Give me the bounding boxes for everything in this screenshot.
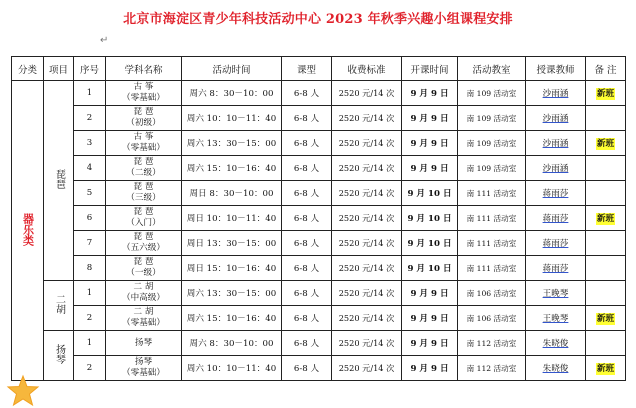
subject-name: 琵 琶	[133, 232, 154, 242]
subject-name: 扬琴	[134, 337, 153, 348]
fee-cell: 2520 元/14 次	[332, 356, 402, 381]
room-cell: 南 106 活动室	[458, 281, 526, 306]
class-type-cell: 6-8 人	[282, 306, 332, 331]
time-cell: 周六 15：10－16：40	[182, 306, 282, 331]
room-cell: 南 109 活动室	[458, 106, 526, 131]
teacher-name: 王晚琴	[542, 289, 569, 299]
subject-level: （中高级）	[122, 293, 165, 303]
project-label: 扬琴	[53, 344, 65, 364]
class-type-cell: 6-8 人	[282, 106, 332, 131]
fee-cell: 2520 元/14 次	[332, 231, 402, 256]
note-cell	[586, 81, 626, 106]
teacher-cell	[526, 356, 586, 381]
teacher-name: 沙雨涵	[542, 89, 569, 99]
header-cell: 开课时间	[402, 57, 458, 81]
subject-cell	[106, 81, 182, 106]
subject-name: 琵 琶	[133, 182, 154, 192]
room-cell: 南 111 活动室	[458, 256, 526, 281]
row-number: 7	[74, 231, 106, 256]
subject-level: （五六级）	[122, 243, 165, 253]
subject-level: （入门）	[126, 218, 161, 228]
row-number: 5	[74, 181, 106, 206]
fee-cell: 2520 元/14 次	[332, 131, 402, 156]
table-row	[12, 106, 626, 131]
note-cell	[586, 156, 626, 181]
row-number: 4	[74, 156, 106, 181]
new-class-badge: 新班	[596, 89, 615, 99]
teacher-name: 蒋雨莎	[542, 189, 569, 199]
fee-cell: 2520 元/14 次	[332, 81, 402, 106]
table-row	[12, 206, 626, 231]
header-cell: 项目	[44, 57, 74, 81]
table-row	[12, 131, 626, 156]
subject-level: （二级）	[126, 168, 161, 178]
note-cell	[586, 106, 626, 131]
header-cell: 授课教师	[526, 57, 586, 81]
table-row	[12, 156, 626, 181]
time-cell: 周日 10：10－11：40	[182, 206, 282, 231]
schedule-table	[11, 56, 626, 381]
row-number: 1	[74, 81, 106, 106]
room-cell: 南 111 活动室	[458, 231, 526, 256]
project-cell	[44, 81, 74, 281]
teacher-cell	[526, 81, 586, 106]
start-date-cell: 9 月 10 日	[402, 231, 458, 256]
new-class-badge: 新班	[596, 214, 615, 224]
subject-level: （初级）	[126, 118, 161, 128]
room-cell: 南 109 活动室	[458, 81, 526, 106]
teacher-cell	[526, 206, 586, 231]
teacher-cell	[526, 281, 586, 306]
note-cell	[586, 356, 626, 381]
subject-name: 古 筝	[133, 132, 154, 142]
note-cell	[586, 206, 626, 231]
class-type-cell: 6-8 人	[282, 206, 332, 231]
time-cell: 周六 8：30－10：00	[182, 331, 282, 356]
table-row	[12, 356, 626, 381]
room-cell: 南 106 活动室	[458, 306, 526, 331]
class-type-cell: 6-8 人	[282, 231, 332, 256]
teacher-cell	[526, 156, 586, 181]
subject-name: 琵 琶	[133, 207, 154, 217]
row-number: 2	[74, 356, 106, 381]
fee-cell: 2520 元/14 次	[332, 256, 402, 281]
subject-level: （三级）	[126, 193, 161, 203]
fee-cell: 2520 元/14 次	[332, 306, 402, 331]
class-type-cell: 6-8 人	[282, 131, 332, 156]
table-row	[12, 81, 626, 106]
note-cell	[586, 256, 626, 281]
start-date-cell: 9 月 9 日	[402, 356, 458, 381]
teacher-cell	[526, 131, 586, 156]
time-cell: 周日 8：30－10：00	[182, 181, 282, 206]
note-cell	[586, 231, 626, 256]
time-cell: 周六 10：10－11：40	[182, 106, 282, 131]
header-row	[12, 57, 626, 81]
class-type-cell: 6-8 人	[282, 81, 332, 106]
row-number: 1	[74, 331, 106, 356]
room-cell: 南 112 活动室	[458, 356, 526, 381]
subject-level: （一级）	[126, 268, 161, 278]
teacher-cell	[526, 306, 586, 331]
row-number: 8	[74, 256, 106, 281]
row-number: 6	[74, 206, 106, 231]
start-date-cell: 9 月 9 日	[402, 306, 458, 331]
header-cell: 活动教室	[458, 57, 526, 81]
subject-cell	[106, 306, 182, 331]
note-cell	[586, 331, 626, 356]
subject-level: （零基础）	[122, 368, 165, 378]
table-row	[12, 331, 626, 356]
teacher-name: 蒋雨莎	[542, 264, 569, 274]
time-cell: 周六 13：30－15：00	[182, 281, 282, 306]
subject-cell	[106, 106, 182, 131]
subject-cell	[106, 256, 182, 281]
fee-cell: 2520 元/14 次	[332, 156, 402, 181]
teacher-name: 蒋雨莎	[542, 214, 569, 224]
subject-name: 二 胡	[133, 282, 154, 292]
time-cell: 周六 8：30－10：00	[182, 81, 282, 106]
subject-level: （零基础）	[122, 143, 165, 153]
teacher-cell	[526, 106, 586, 131]
table-body	[12, 81, 626, 381]
subject-name: 二 胡	[133, 307, 154, 317]
header-cell: 分类	[12, 57, 44, 81]
room-cell: 南 111 活动室	[458, 181, 526, 206]
time-cell: 周六 10：10－11：40	[182, 356, 282, 381]
subject-name: 扬琴	[134, 357, 153, 367]
subject-name: 古 筝	[133, 82, 154, 92]
subject-level: （零基础）	[122, 93, 165, 103]
start-date-cell: 9 月 10 日	[402, 181, 458, 206]
start-date-cell: 9 月 10 日	[402, 256, 458, 281]
teacher-cell	[526, 231, 586, 256]
category-label: 器乐类	[21, 212, 35, 246]
start-date-cell: 9 月 9 日	[402, 331, 458, 356]
document-title: 北京市海淀区青少年科技活动中心 2023 年秋季兴趣小组课程安排	[123, 12, 513, 27]
class-type-cell: 6-8 人	[282, 256, 332, 281]
row-number: 2	[74, 106, 106, 131]
start-date-cell: 9 月 9 日	[402, 81, 458, 106]
subject-cell	[106, 206, 182, 231]
class-type-cell: 6-8 人	[282, 331, 332, 356]
header-cell: 学科名称	[106, 57, 182, 81]
start-date-cell: 9 月 9 日	[402, 281, 458, 306]
note-cell	[586, 131, 626, 156]
fee-cell: 2520 元/14 次	[332, 281, 402, 306]
subject-name: 琵 琶	[133, 257, 154, 267]
table-row	[12, 306, 626, 331]
table-row	[12, 181, 626, 206]
teacher-name: 沙雨涵	[542, 114, 569, 124]
subject-name: 琵 琶	[133, 107, 154, 117]
class-type-cell: 6-8 人	[282, 156, 332, 181]
room-cell: 南 111 活动室	[458, 206, 526, 231]
start-date-cell: 9 月 9 日	[402, 131, 458, 156]
project-label: 琵琶	[53, 169, 65, 189]
start-date-cell: 9 月 10 日	[402, 206, 458, 231]
teacher-cell	[526, 331, 586, 356]
header-cell: 备 注	[586, 57, 626, 81]
note-cell	[586, 306, 626, 331]
teacher-cell	[526, 256, 586, 281]
start-date-cell: 9 月 9 日	[402, 106, 458, 131]
project-cell	[44, 281, 74, 331]
table-row	[12, 256, 626, 281]
note-cell	[586, 281, 626, 306]
class-type-cell: 6-8 人	[282, 181, 332, 206]
new-class-badge: 新班	[596, 139, 615, 149]
fee-cell: 2520 元/14 次	[332, 206, 402, 231]
subject-cell	[106, 181, 182, 206]
subject-cell	[106, 156, 182, 181]
table-row	[12, 281, 626, 306]
row-number: 3	[74, 131, 106, 156]
fee-cell: 2520 元/14 次	[332, 181, 402, 206]
subject-cell	[106, 331, 182, 356]
fee-cell: 2520 元/14 次	[332, 106, 402, 131]
new-class-badge: 新班	[596, 364, 615, 374]
start-date-cell: 9 月 9 日	[402, 156, 458, 181]
row-number: 1	[74, 281, 106, 306]
header-cell: 课型	[282, 57, 332, 81]
subject-level: （零基础）	[122, 318, 165, 328]
time-cell: 周六 15：10－16：40	[182, 156, 282, 181]
room-cell: 南 109 活动室	[458, 131, 526, 156]
header-cell: 活动时间	[182, 57, 282, 81]
note-cell	[586, 181, 626, 206]
star-icon	[6, 374, 40, 408]
row-number: 2	[74, 306, 106, 331]
class-type-cell: 6-8 人	[282, 281, 332, 306]
subject-cell	[106, 356, 182, 381]
time-cell: 周日 15：10－16：40	[182, 256, 282, 281]
room-cell: 南 112 活动室	[458, 331, 526, 356]
teacher-name: 沙雨涵	[542, 164, 569, 174]
subject-cell	[106, 231, 182, 256]
subject-name: 琵 琶	[133, 157, 154, 167]
teacher-name: 沙雨涵	[542, 139, 569, 149]
subject-cell	[106, 131, 182, 156]
teacher-name: 王晚琴	[542, 314, 569, 324]
time-cell: 周六 13：30－15：00	[182, 131, 282, 156]
subject-cell	[106, 281, 182, 306]
time-cell: 周日 13：30－15：00	[182, 231, 282, 256]
header-cell: 收费标准	[332, 57, 402, 81]
project-label: 二胡	[53, 294, 65, 314]
teacher-cell	[526, 181, 586, 206]
class-type-cell: 6-8 人	[282, 356, 332, 381]
teacher-name: 朱晓俊	[542, 364, 569, 374]
header-cell: 序号	[74, 57, 106, 81]
teacher-name: 蒋雨莎	[542, 239, 569, 249]
room-cell: 南 109 活动室	[458, 156, 526, 181]
category-cell	[12, 81, 44, 381]
paragraph-mark-icon: ↵	[100, 35, 109, 46]
teacher-name: 朱晓俊	[542, 339, 569, 349]
fee-cell: 2520 元/14 次	[332, 331, 402, 356]
project-cell	[44, 331, 74, 381]
new-class-badge: 新班	[596, 314, 615, 324]
table-row	[12, 231, 626, 256]
